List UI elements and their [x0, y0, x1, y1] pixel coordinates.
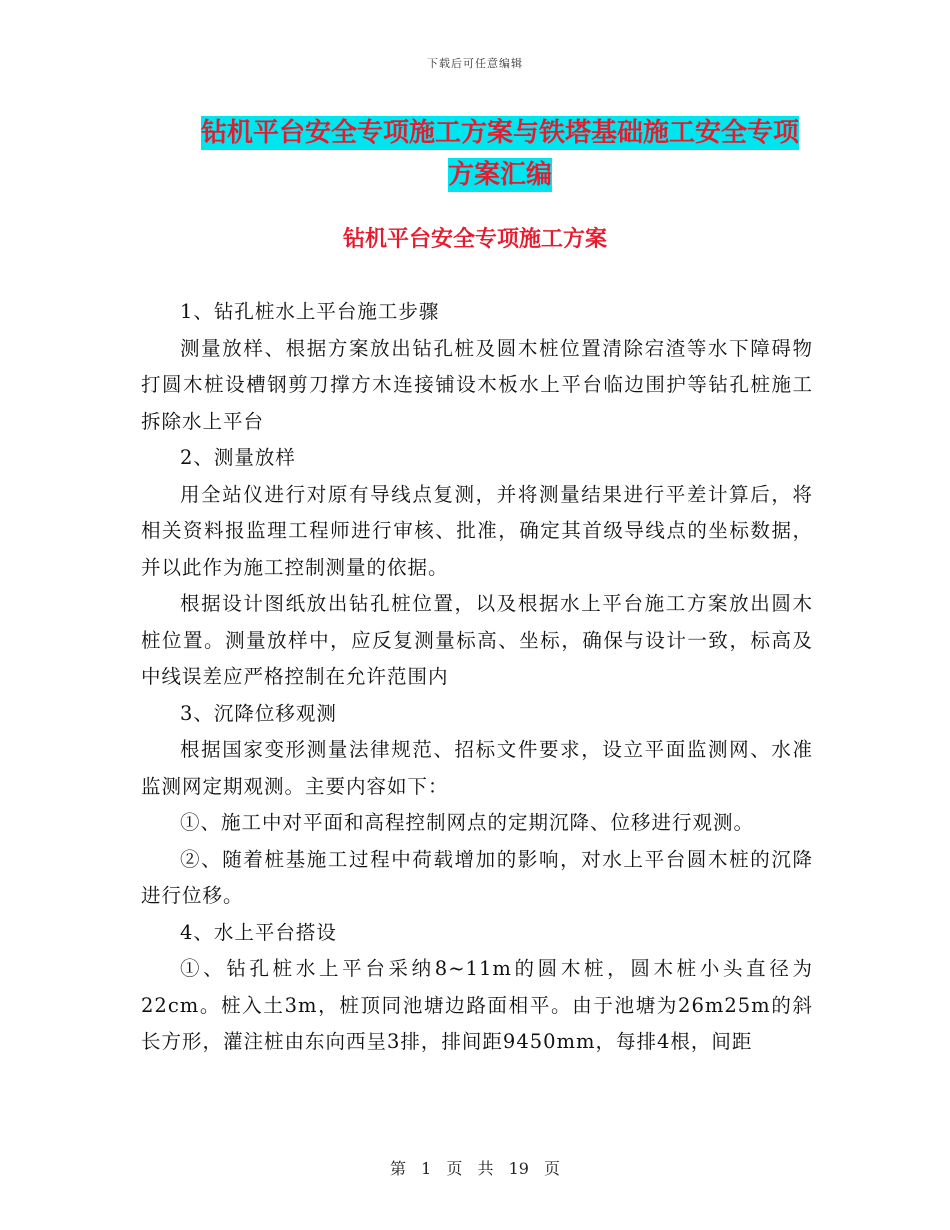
paragraph: 测量放样、根据方案放出钻孔桩及圆木桩位置清除宕渣等水下障碍物打圆木桩设槽钢剪刀撑方木连接铺设木板水上平台临边围护等钻孔桩施工拆除水上平台	[141, 336, 813, 433]
footer-current-page: 1	[421, 1159, 432, 1178]
paragraph: 用全站仪进行对原有导线点复测，并将测量结果进行平差计算后，将相关资料报监理工程师进行审核、批准，确定其首级导线点的坐标数据，并以此作为施工控制测量的依据。	[141, 482, 813, 579]
heading-step-2: 2、测量放样	[180, 446, 296, 469]
document-title-line-2: 方案汇编	[447, 160, 552, 190]
document-title-line-1: 钻机平台安全专项施工方案与铁塔基础施工安全专项	[200, 118, 799, 148]
footer-label-total-unit: 页	[544, 1159, 561, 1178]
heading-step-3: 3、沉降位移观测	[180, 701, 337, 725]
heading-step-4: 4、水上平台搭设	[180, 920, 337, 944]
footer-label-page: 第	[389, 1159, 406, 1178]
footer-total-pages: 19	[508, 1159, 529, 1178]
list-item: ①、钻孔桩水上平台采纳8~11m的圆木桩，圆木桩小头直径为22cm。桩入土3m，桩顶同池塘边路面相平。由于池塘为26m25m的斜长方形，灌注桩由东向西呈3排，排间距9450mm，每排4根，间距	[141, 957, 813, 1053]
footer-label-page-unit: 页	[446, 1159, 463, 1178]
page-header-note: 下载后可任意编辑	[427, 57, 523, 70]
footer-label-total: 共	[477, 1159, 494, 1178]
page-footer	[0, 1156, 950, 1179]
list-item: ②、随着桩基施工过程中荷载增加的影响，对水上平台圆木桩的沉降进行位移。	[141, 847, 813, 907]
list-item: ①、施工中对平面和高程控制网点的定期沉降、位移进行观测。	[180, 811, 755, 834]
section-title: 钻机平台安全专项施工方案	[342, 226, 607, 252]
document-title	[140, 112, 860, 196]
heading-step-1: 1、钻孔桩水上平台施工步骤	[180, 300, 440, 323]
paragraph: 根据国家变形测量法律规范、招标文件要求，设立平面监测网、水准监测网定期观测。主要内容如下：	[141, 738, 813, 798]
paragraph: 根据设计图纸放出钻孔桩位置，以及根据水上平台施工方案放出圆木桩位置。测量放样中，应反复测量标高、坐标，确保与设计一致，标高及中线误差应严格控制在允许范围内	[141, 592, 813, 688]
document-body	[141, 294, 813, 1061]
